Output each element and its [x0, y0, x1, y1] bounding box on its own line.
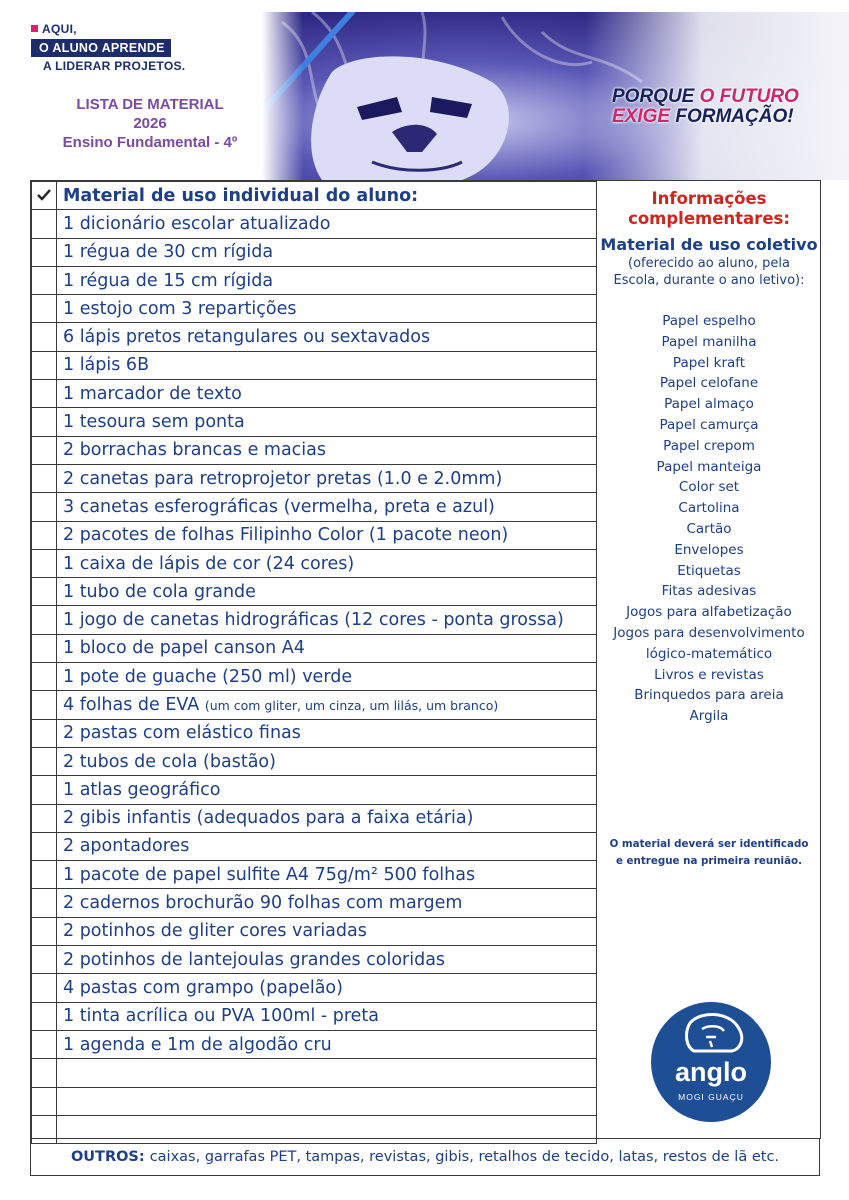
check-cell[interactable]	[32, 691, 57, 719]
page-header	[0, 0, 849, 180]
table-row	[32, 578, 597, 606]
check-cell[interactable]	[32, 295, 57, 323]
list-title-grade: Ensino Fundamental - 4º	[62, 134, 238, 151]
item-text: 3 canetas esferográficas (vermelha, preta e azul)	[63, 496, 495, 517]
check-cell[interactable]	[32, 634, 57, 662]
item-cell	[57, 493, 597, 521]
coletivo-item: Argila	[689, 708, 729, 725]
table-row	[32, 634, 597, 662]
item-cell	[57, 691, 597, 719]
material-list-frame	[30, 180, 821, 1139]
item-text: 1 dicionário escolar atualizado	[63, 213, 331, 234]
item-cell	[57, 832, 597, 860]
table-row	[32, 719, 597, 747]
coletivo-subtitle-line: Escola, durante o ano letivo):	[613, 273, 805, 288]
table-row	[32, 521, 597, 549]
item-cell	[57, 578, 597, 606]
check-cell[interactable]	[32, 776, 57, 804]
slogan-accent: O FUTURO	[699, 86, 799, 107]
item-text: 2 apontadores	[63, 836, 190, 857]
coletivo-subtitle	[598, 255, 820, 289]
item-text: 2 potinhos de lantejoulas grandes coloridas	[63, 949, 446, 970]
item-text: 2 gibis infantis (adequados para a faixa etária)	[63, 808, 474, 829]
list-title-line-1: LISTA DE MATERIAL	[76, 96, 224, 113]
item-text: 1 marcador de texto	[63, 383, 242, 404]
info-title-line: Informações	[651, 189, 767, 208]
item-text: 1 lápis 6B	[63, 355, 150, 376]
table-row	[32, 861, 597, 889]
check-cell[interactable]	[32, 1059, 57, 1087]
item-text: 2 borrachas brancas e macias	[63, 440, 327, 461]
item-cell	[57, 266, 597, 294]
item-cell	[57, 663, 597, 691]
checklist-heading: Material de uso individual do aluno:	[57, 182, 597, 210]
table-row	[32, 804, 597, 832]
check-cell[interactable]	[32, 861, 57, 889]
item-text: 2 pacotes de folhas Filipinho Color (1 pacote neon)	[63, 525, 509, 546]
item-cell	[57, 861, 597, 889]
item-text: 1 tinta acrílica ou PVA 100ml - preta	[63, 1006, 380, 1027]
item-cell	[57, 946, 597, 974]
tagline-line-2: O ALUNO APRENDE	[31, 39, 171, 57]
check-cell[interactable]	[32, 521, 57, 549]
check-cell[interactable]	[32, 408, 57, 436]
coletivo-item: Jogos para alfabetização	[626, 604, 792, 621]
list-title	[30, 95, 270, 152]
list-title-year: 2026	[133, 115, 167, 132]
check-cell[interactable]	[32, 464, 57, 492]
logo-brand: anglo	[675, 1057, 747, 1087]
coletivo-subtitle-line: (oferecido ao aluno, pela	[628, 256, 790, 271]
slogan-part: FORMAÇÃO!	[675, 106, 794, 127]
checkmark-icon	[37, 189, 51, 201]
tagline-line-1: AQUI,	[42, 21, 77, 36]
coletivo-list	[598, 311, 820, 727]
item-cell	[57, 1030, 597, 1058]
table-row	[32, 946, 597, 974]
item-text: 2 canetas para retroprojetor pretas (1.0 e 2.0mm)	[63, 468, 503, 489]
table-row	[32, 1002, 597, 1030]
info-title-line: complementares:	[628, 209, 790, 228]
table-row	[32, 464, 597, 492]
table-row	[32, 1087, 597, 1115]
item-cell	[57, 351, 597, 379]
item-text: 4 folhas de EVA	[63, 694, 205, 715]
table-row	[32, 266, 597, 294]
table-row	[32, 776, 597, 804]
item-text: 1 tesoura sem ponta	[63, 412, 245, 433]
item-text: 2 potinhos de gliter cores variadas	[63, 921, 367, 942]
table-row	[32, 295, 597, 323]
table-row	[32, 663, 597, 691]
item-text: 6 lápis pretos retangulares ou sextavados	[63, 327, 431, 348]
check-cell[interactable]	[32, 578, 57, 606]
check-cell[interactable]	[32, 380, 57, 408]
item-text: 1 estojo com 3 repartições	[63, 298, 297, 319]
footer-others	[30, 1138, 820, 1176]
item-text: 1 caixa de lápis de cor (24 cores)	[63, 553, 355, 574]
coletivo-title: Material de uso coletivo	[600, 235, 818, 254]
check-cell[interactable]	[32, 832, 57, 860]
footer-label: OUTROS:	[70, 1149, 145, 1165]
item-cell	[57, 521, 597, 549]
check-cell[interactable]	[32, 351, 57, 379]
item-cell	[57, 776, 597, 804]
warning-line: e entregue na primeira reunião.	[615, 855, 803, 867]
item-cell	[57, 974, 597, 1002]
check-cell[interactable]	[32, 606, 57, 634]
table-row	[32, 747, 597, 775]
check-cell[interactable]	[32, 804, 57, 832]
item-note: (um com gliter, um cinza, um lilás, um branco)	[204, 697, 499, 713]
coletivo-item: Papel camurça	[659, 416, 759, 433]
coletivo-item: Envelopes	[674, 541, 744, 558]
item-cell	[57, 634, 597, 662]
warning-line: O material deverá ser identificado	[609, 838, 809, 850]
table-row	[32, 238, 597, 266]
table-row	[32, 493, 597, 521]
item-text: 1 tubo de cola grande	[63, 581, 256, 602]
table-row	[32, 691, 597, 719]
coletivo-item: Cartão	[686, 520, 732, 537]
item-text: 1 pacote de papel sulfite A4 75g/m² 500 folhas	[63, 864, 476, 885]
table-row	[32, 408, 597, 436]
table-row	[32, 1059, 597, 1087]
check-cell[interactable]	[32, 1002, 57, 1030]
coletivo-item: Papel espelho	[662, 313, 756, 329]
item-cell	[57, 606, 597, 634]
slogan	[612, 87, 822, 127]
info-column	[598, 181, 821, 1139]
coletivo-item: Livros e revistas	[654, 666, 764, 683]
check-cell[interactable]	[32, 917, 57, 945]
check-cell[interactable]	[32, 946, 57, 974]
coletivo-item: Papel celofane	[659, 375, 759, 392]
item-cell	[57, 323, 597, 351]
item-text: 1 jogo de canetas hidrográficas (12 cores - ponta grossa)	[63, 610, 564, 631]
item-text: 1 pote de guache (250 ml) verde	[63, 666, 353, 687]
item-text: 1 régua de 15 cm rígida	[63, 270, 274, 291]
table-row	[32, 974, 597, 1002]
check-cell[interactable]	[32, 493, 57, 521]
table-row	[32, 380, 597, 408]
coletivo-item: Papel kraft	[672, 354, 746, 371]
coletivo-item: Papel manilha	[661, 333, 757, 350]
item-cell	[57, 1002, 597, 1030]
school-tagline	[31, 20, 185, 73]
check-cell[interactable]	[32, 266, 57, 294]
check-cell[interactable]	[32, 238, 57, 266]
coletivo-item: Jogos para desenvolvimento	[613, 624, 805, 641]
tagline-line-3: A LIDERAR PROJETOS.	[43, 59, 186, 73]
table-row	[32, 436, 597, 464]
coletivo-item: Cartolina	[678, 500, 740, 517]
coletivo-item: Papel crepom	[663, 437, 755, 454]
item-cell	[57, 295, 597, 323]
table-row	[32, 549, 597, 577]
item-text: 1 agenda e 1m de algodão cru	[63, 1034, 332, 1055]
check-cell[interactable]	[32, 747, 57, 775]
item-cell	[57, 917, 597, 945]
coletivo-item: Brinquedos para areia	[634, 687, 784, 704]
table-row	[32, 210, 597, 238]
table-row	[32, 917, 597, 945]
individual-material-table	[31, 181, 597, 1144]
table-row	[32, 889, 597, 917]
item-cell	[57, 238, 597, 266]
coletivo-item: lógico-matemático	[645, 645, 773, 662]
item-cell	[57, 804, 597, 832]
coletivo-item: Papel manteiga	[656, 458, 762, 475]
table-row	[32, 606, 597, 634]
item-text: 2 tubos de cola (bastão)	[63, 751, 276, 772]
item-text: 1 régua de 30 cm rígida	[63, 242, 274, 263]
check-cell[interactable]	[32, 182, 57, 210]
item-cell	[57, 1059, 597, 1087]
check-cell[interactable]	[32, 889, 57, 917]
check-cell[interactable]	[32, 663, 57, 691]
info-title	[598, 189, 820, 229]
item-cell	[57, 889, 597, 917]
item-text: 1 atlas geográfico	[63, 779, 221, 800]
item-cell	[57, 719, 597, 747]
item-cell	[57, 408, 597, 436]
check-cell[interactable]	[32, 1030, 57, 1058]
item-cell	[57, 436, 597, 464]
item-cell	[57, 747, 597, 775]
table-row	[32, 1030, 597, 1058]
coletivo-item: Papel almaço	[664, 396, 754, 413]
coletivo-item: Fitas adesivas	[661, 583, 757, 600]
check-cell[interactable]	[32, 719, 57, 747]
item-cell	[57, 549, 597, 577]
coletivo-item: Color set	[678, 479, 740, 496]
item-text: 2 pastas com elástico finas	[63, 723, 301, 744]
slogan-accent: EXIGE	[612, 106, 676, 127]
item-text: 2 cadernos brochurão 90 folhas com margem	[63, 893, 463, 914]
table-header-row	[32, 182, 597, 210]
item-cell	[57, 464, 597, 492]
coletivo-item: Etiquetas	[677, 562, 741, 579]
item-cell	[57, 210, 597, 238]
table-row	[32, 351, 597, 379]
item-text: 4 pastas com grampo (papelão)	[63, 977, 343, 998]
check-cell[interactable]	[32, 549, 57, 577]
logo-city: MOGI GUAÇU	[678, 1092, 744, 1102]
item-cell	[57, 380, 597, 408]
footer-text: caixas, garrafas PET, tampas, revistas, gibis, retalhos de tecido, latas, restos de lã etc.	[149, 1149, 780, 1165]
item-text: 1 bloco de papel canson A4	[63, 638, 305, 659]
anglo-logo	[650, 1001, 772, 1123]
table-row	[32, 832, 597, 860]
check-cell[interactable]	[32, 1087, 57, 1115]
check-cell[interactable]	[32, 323, 57, 351]
slogan-part: PORQUE	[612, 86, 700, 107]
check-cell[interactable]	[32, 974, 57, 1002]
check-cell[interactable]	[32, 210, 57, 238]
table-row	[32, 323, 597, 351]
check-cell[interactable]	[32, 436, 57, 464]
item-cell	[57, 1087, 597, 1115]
identification-warning	[598, 836, 820, 870]
pink-square-icon	[31, 25, 38, 32]
